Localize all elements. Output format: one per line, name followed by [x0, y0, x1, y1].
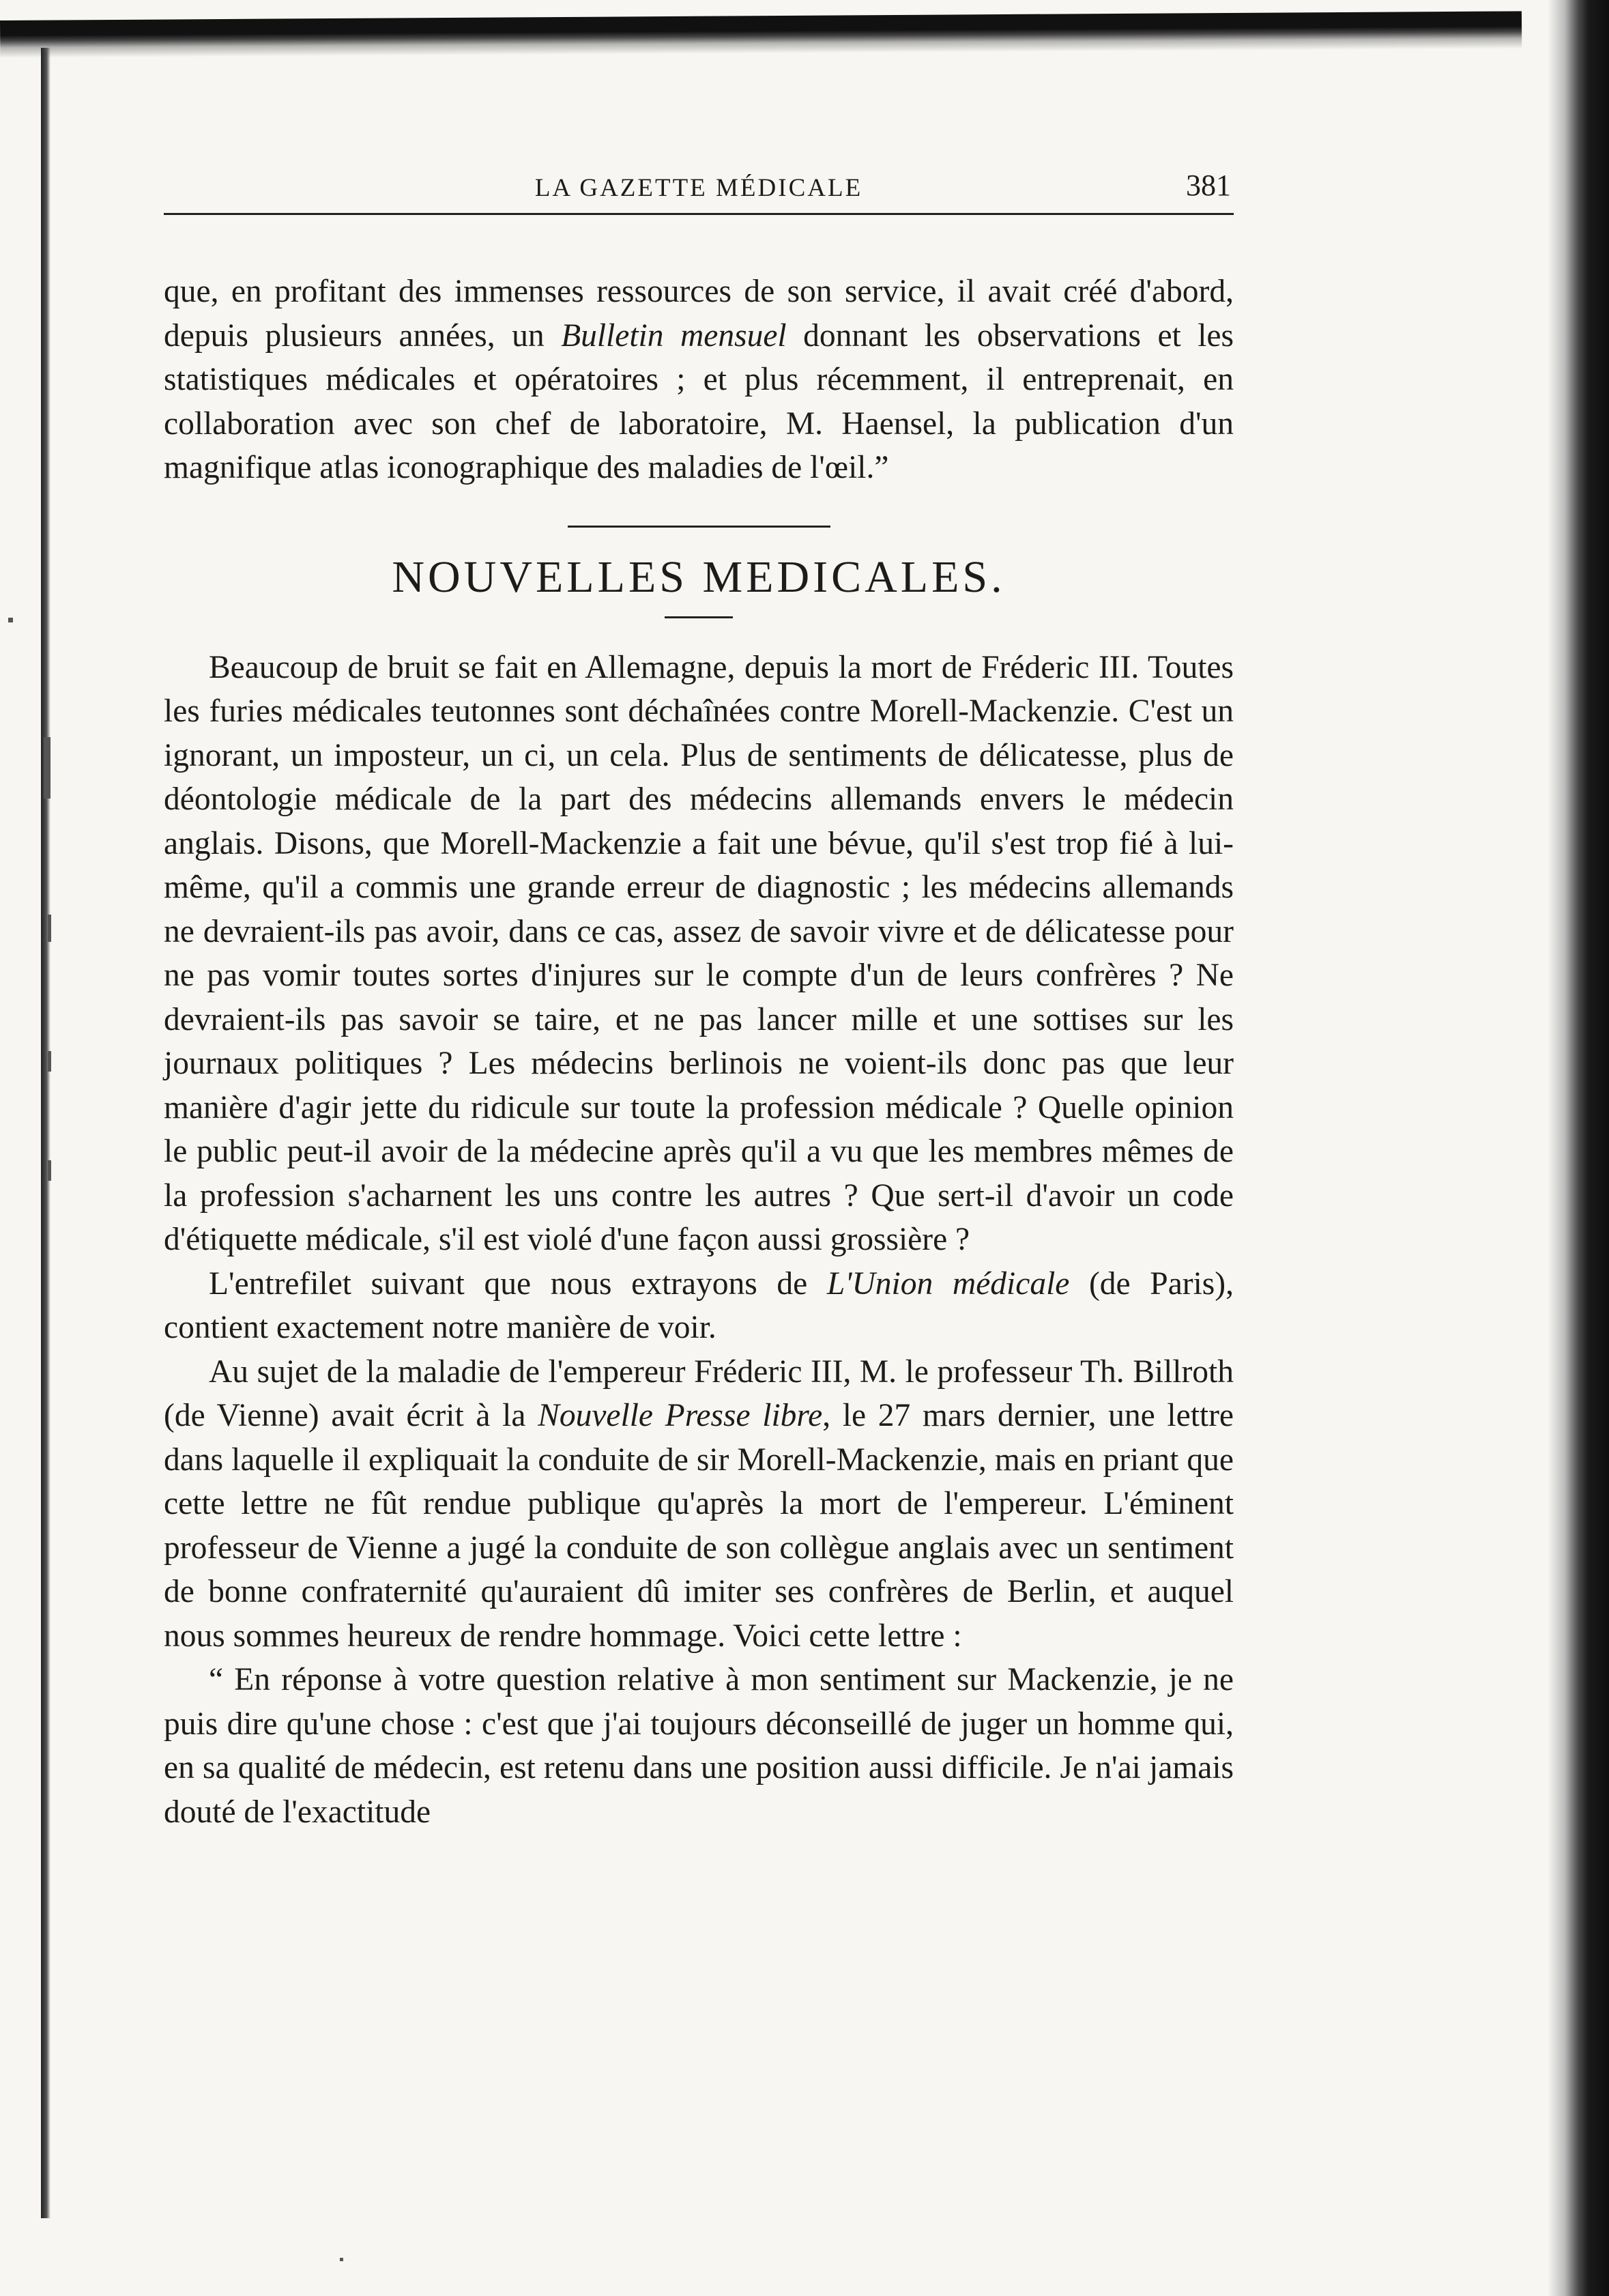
scan-top-edge [0, 11, 1522, 58]
scan-speck [44, 737, 50, 799]
continuation-text: que, en profitant des immenses ressources de son service, il avait créé d'abord, depuis plusieurs années, un [164, 274, 1234, 354]
section-divider-short [665, 616, 733, 618]
scan-left-edge [41, 48, 50, 2218]
paragraph-2-text: L'entrefilet suivant que nous extrayons de [209, 1265, 827, 1302]
scan-speck [8, 618, 13, 622]
paragraph-3-text-end: , le 27 mars dernier, une lettre dans laquelle il expliquait la conduite de sir Morell-Mackenzie, mais en priant que cette lettre ne fût rendue publique qu'après la mort de l'empereur. L'éminent professeur de Vienne a jugé la conduite de son collègue anglais avec un sentiment de bonne confraternité qu'auraient dû imiter ses confrères de Berlin, et auquel nous sommes heureux de rendre hommage. Voici cette lettre : [164, 1398, 1234, 1654]
page-header [164, 158, 1234, 215]
section-divider-long [568, 526, 830, 528]
nouvelle-presse-title: Nouvelle Presse libre [538, 1398, 823, 1433]
continuation-text-end: donnant les observations et les statistiques médicales et opératoires ; et plus récemment, il entreprenait, en collaboration avec son chef de laboratoire, M. Haensel, la publication d'un magnifique atlas iconographique des maladies de l'œil.” [164, 317, 1234, 485]
bulletin-title: Bulletin mensuel [561, 317, 787, 354]
continuation-paragraph [164, 270, 1234, 490]
running-title: LA GAZETTE MÉDICALE [534, 174, 863, 202]
paragraph-2-text-end: (de Paris), contient exactement notre manière de voir. [164, 1265, 1234, 1345]
paragraph-2 [164, 1262, 1234, 1350]
scan-speck [340, 2258, 343, 2261]
section-title: NOUVELLES MEDICALES. [392, 551, 1006, 602]
scan-speck [48, 1160, 51, 1181]
scan-speck [48, 1051, 51, 1072]
page-number: 381 [1186, 169, 1231, 202]
paragraph-4-quote: “ En réponse à votre question relative à mon sentiment sur Mackenzie, je ne puis dire qu'une chose : c'est que j'ai toujours déconseillé de juger un homme qui, en sa qualité de médecin, est retenu dans une position aussi difficile. Je n'ai jamais douté de l'exactitude [164, 1662, 1234, 1830]
paragraph-3-text: Au sujet de la maladie de l'empereur Fréderic III, M. le professeur Th. Billroth (de Vienne) avait écrit à la [164, 1353, 1234, 1433]
paragraph-1: Beaucoup de bruit se fait en Allemagne, depuis la mort de Fréderic III. Toutes les furies médicales teutonnes sont déchaînées contre Morell-Mackenzie. C'est un ignorant, un imposteur, un ci, un cela. Plus de sentiments de délicatesse, plus de déontologie médicale de la part des médecins allemands envers le médecin anglais. Disons, que Morell-Mackenzie a fait une bévue, qu'il s'est trop fié à lui-même, qu'il a commis une grande erreur de diagnostic ; les médecins allemands ne devraient-ils pas avoir, dans ce cas, assez de savoir vivre et de délicatesse pour ne pas vomir toutes sortes d'injures sur le compte d'un de leurs confrères ? Ne devraient-ils pas savoir se taire, et ne pas lancer mille et une sottises sur les journaux politiques ? Les médecins berlinois ne voient-ils donc pas que leur manière d'agir jette du ridicule sur toute la profession médicale ? Quelle opinion le public peut-il avoir de la médecine après qu'il a vu que les membres mêmes de la profession s'acharnent les uns contre les autres ? Que sert-il d'avoir un code d'étiquette médicale, s'il est violé d'une façon aussi grossière ? [164, 649, 1234, 1257]
paragraph-3 [164, 1350, 1234, 1659]
scan-speck [48, 915, 51, 942]
scan-right-edge [1548, 0, 1609, 2296]
body-text [164, 270, 1234, 1834]
union-medicale-title: L'Union médicale [826, 1265, 1070, 1302]
